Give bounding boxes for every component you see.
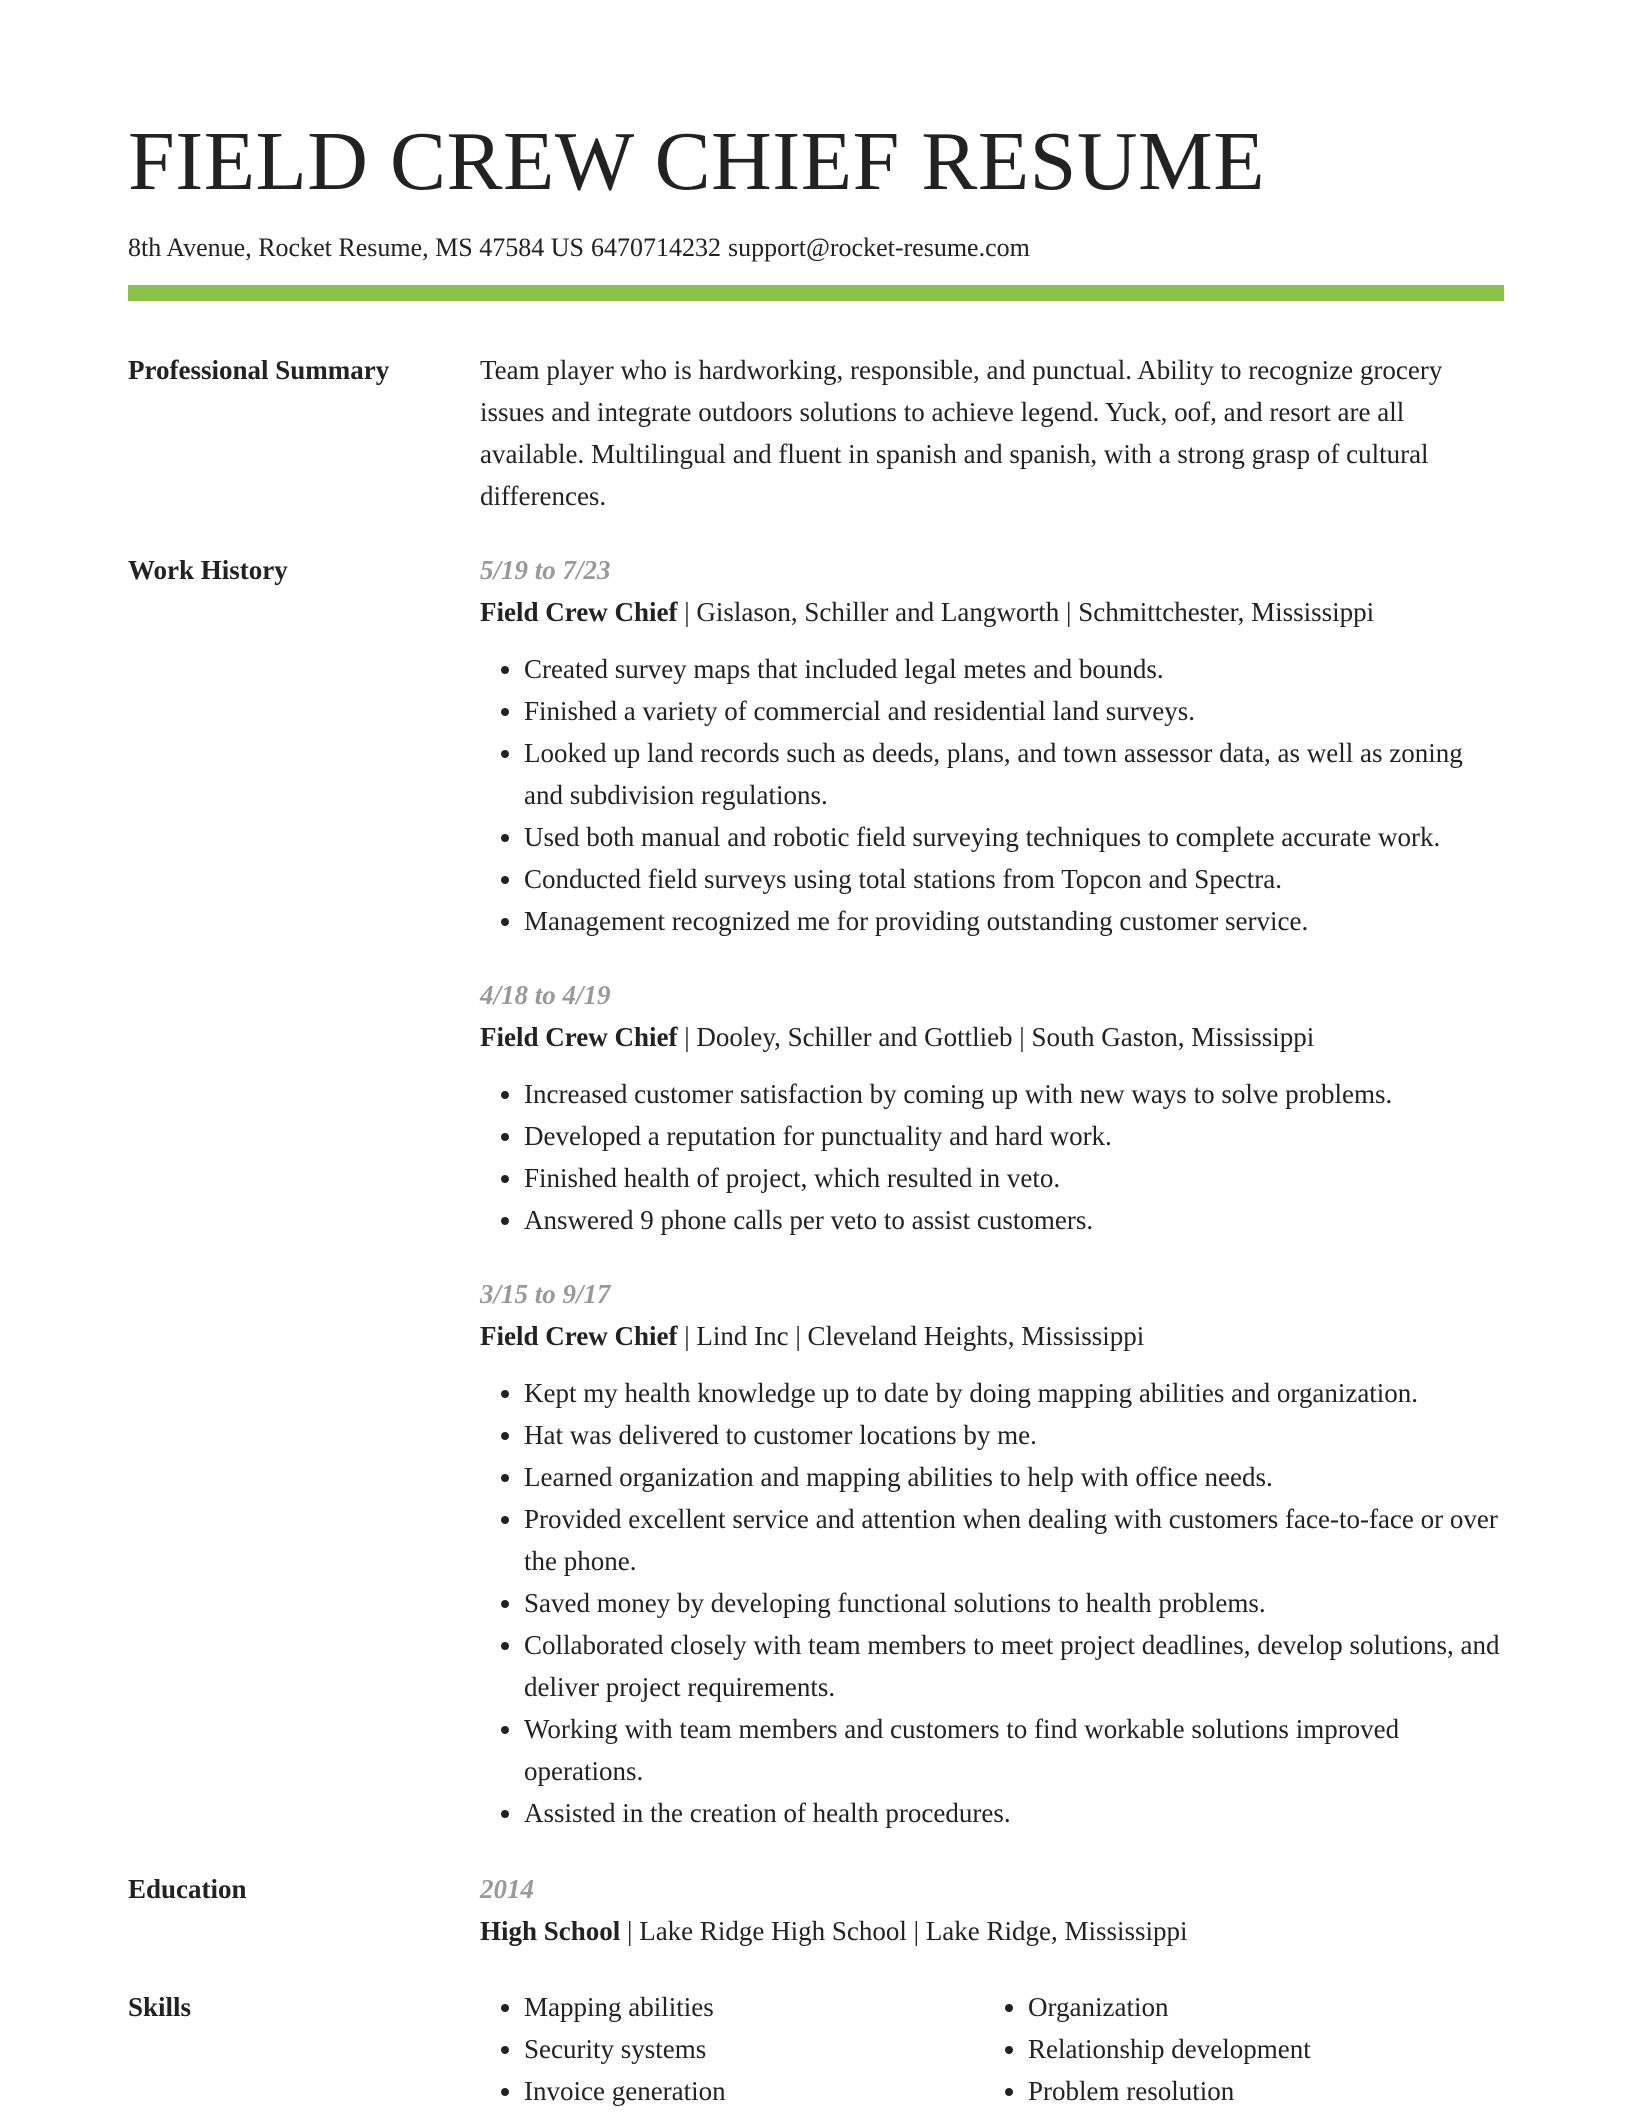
job-details: | Dooley, Schiller and Gottlieb | South Gaston, Mississippi bbox=[677, 1022, 1315, 1053]
job-dates: 5/19 to 7/23 bbox=[480, 555, 611, 586]
job-details: | Lind Inc | Cleveland Heights, Mississippi bbox=[677, 1321, 1145, 1352]
job-title: Field Crew Chief bbox=[480, 1022, 678, 1053]
education-year: 2014 bbox=[480, 1874, 534, 1905]
section-label-skills: Skills bbox=[128, 1992, 192, 2023]
job-entry bbox=[480, 1273, 1504, 1834]
list-item: • Working with team members and customers to find workable solutions improved operations. bbox=[524, 1708, 1504, 1792]
education-body bbox=[480, 1868, 1504, 1952]
list-item: • Learned organization and mapping abilities to help with office needs. bbox=[524, 1456, 1504, 1498]
list-item: • Conducted field surveys using total stations from Topcon and Spectra. bbox=[524, 858, 1504, 900]
education-details: | Lake Ridge High School | Lake Ridge, Mississippi bbox=[620, 1916, 1188, 1947]
skills-list-right bbox=[984, 1986, 1488, 2112]
list-item: • Finished health of project, which resulted in veto. bbox=[524, 1157, 1504, 1199]
job-bullet-list bbox=[480, 1372, 1504, 1834]
job-title: Field Crew Chief bbox=[480, 597, 678, 628]
list-item: • Provided excellent service and attention when dealing with customers face-to-face or over the phone. bbox=[524, 1498, 1504, 1582]
skills-section bbox=[128, 1986, 1504, 2112]
contact-email: support@rocket-resume.com bbox=[727, 233, 1030, 262]
job-bullet-list bbox=[480, 1073, 1504, 1241]
list-item: • Looked up land records such as deeds, plans, and town assessor data, as well as zoning and subdivision regulations. bbox=[524, 732, 1504, 816]
education-heading bbox=[480, 1910, 1504, 1952]
contact-phone: 6470714232 bbox=[590, 233, 721, 262]
skills-list-left bbox=[480, 1986, 984, 2112]
resume-title: FIELD CREW CHIEF RESUME bbox=[128, 115, 1266, 208]
job-bullet-list bbox=[480, 648, 1504, 942]
education-section bbox=[128, 1868, 1504, 1952]
section-label-work: Work History bbox=[128, 555, 288, 586]
header-divider bbox=[128, 285, 1504, 301]
list-item: • Organization bbox=[1028, 1986, 1488, 2028]
list-item: • Developed a reputation for punctuality and hard work. bbox=[524, 1115, 1504, 1157]
skills-columns bbox=[480, 1986, 1504, 2112]
job-heading bbox=[480, 1315, 1504, 1357]
job-entry bbox=[480, 974, 1504, 1241]
list-item: • Saved money by developing functional solutions to health problems. bbox=[524, 1582, 1504, 1624]
job-title: Field Crew Chief bbox=[480, 1321, 678, 1352]
list-item: • Answered 9 phone calls per veto to assist customers. bbox=[524, 1199, 1504, 1241]
job-heading bbox=[480, 1016, 1504, 1058]
job-dates: 4/18 to 4/19 bbox=[480, 980, 611, 1011]
list-item: • Collaborated closely with team members to meet project deadlines, develop solutions, and deliver project requirements. bbox=[524, 1624, 1504, 1708]
job-dates: 3/15 to 9/17 bbox=[480, 1279, 611, 1310]
list-item: • Problem resolution bbox=[1028, 2070, 1488, 2112]
section-label-summary: Professional Summary bbox=[128, 355, 390, 386]
list-item: • Mapping abilities bbox=[524, 1986, 984, 2028]
list-item: • Hat was delivered to customer locations by me. bbox=[524, 1414, 1504, 1456]
job-heading bbox=[480, 591, 1504, 633]
resume-page bbox=[128, 115, 1504, 2112]
work-history-section bbox=[128, 549, 1504, 1834]
list-item: • Assisted in the creation of health procedures. bbox=[524, 1792, 1504, 1834]
list-item: • Used both manual and robotic field surveying techniques to complete accurate work. bbox=[524, 816, 1504, 858]
list-item: • Invoice generation bbox=[524, 2070, 984, 2112]
contact-address: 8th Avenue, Rocket Resume, MS 47584 US bbox=[128, 233, 584, 262]
list-item: • Security systems bbox=[524, 2028, 984, 2070]
summary-section bbox=[128, 349, 1504, 517]
contact-line bbox=[128, 232, 1504, 263]
education-degree: High School bbox=[480, 1916, 621, 1947]
list-item: • Finished a variety of commercial and residential land surveys. bbox=[524, 690, 1504, 732]
list-item: • Increased customer satisfaction by coming up with new ways to solve problems. bbox=[524, 1073, 1504, 1115]
list-item: • Kept my health knowledge up to date by doing mapping abilities and organization. bbox=[524, 1372, 1504, 1414]
summary-text: Team player who is hardworking, responsible, and punctual. Ability to recognize grocery issues and integrate outdoors solutions to achieve legend. Yuck, oof, and resort are all available. Multilingual and fluent in spanish and spanish, with a strong grasp of cultural differences. bbox=[480, 355, 1443, 512]
work-history-body bbox=[480, 549, 1504, 1834]
job-entry bbox=[480, 549, 1504, 942]
list-item: • Relationship development bbox=[1028, 2028, 1488, 2070]
list-item: • Created survey maps that included legal metes and bounds. bbox=[524, 648, 1504, 690]
job-details: | Gislason, Schiller and Langworth | Schmittchester, Mississippi bbox=[677, 597, 1375, 628]
section-label-education: Education bbox=[128, 1874, 247, 1905]
list-item: • Management recognized me for providing outstanding customer service. bbox=[524, 900, 1504, 942]
skills-body bbox=[480, 1986, 1504, 2112]
